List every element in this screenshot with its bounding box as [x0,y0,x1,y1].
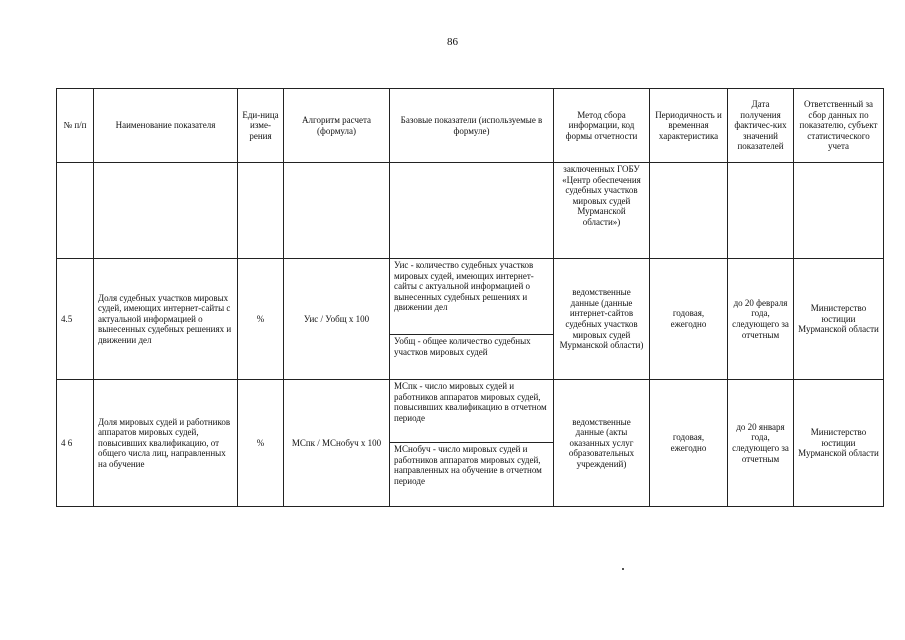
cell-num: 4.5 [57,259,94,380]
header-unit: Еди-ница изме-рения [238,89,284,163]
scan-speck [622,568,624,570]
header-algorithm: Алгоритм расчета (формула) [284,89,390,163]
cell-name: Доля судебных участков мировых судей, имеющих интернет-сайты с актуальной информацией о вынесенных судебных решениях и движении дел [94,259,238,380]
cell-responsible: Министерство юстиции Мурманской области [794,380,884,507]
cell-unit [238,163,284,259]
header-name: Наименование показателя [94,89,238,163]
cell-unit: % [238,380,284,507]
cell-algorithm: МСпк / МСнобуч х 100 [284,380,390,507]
header-period: Периодичность и временная характеристика [650,89,728,163]
table-row [57,380,884,507]
cell-unit: % [238,259,284,380]
base-indicator-numerator: МСпк - число мировых судей и работников аппаратов мировых судей, повысивших квалификацию в отчетном периоде [394,381,547,423]
header-responsible: Ответственный за сбор данных по показателю, субъект статистического учета [794,89,884,163]
header-num: № п/п [57,89,94,163]
table-header-row [57,89,884,163]
cell-period: годовая, ежегодно [650,380,728,507]
cell-responsible [794,163,884,259]
indicators-table [56,88,884,507]
cell-algorithm: Уис / Уобщ х 100 [284,259,390,380]
cell-date [728,163,794,259]
cell-responsible: Министерство юстиции Мурманской области [794,259,884,380]
cell-period [650,163,728,259]
cell-date: до 20 февраля года, следующего за отчетным [728,259,794,380]
header-date: Дата получения фактичес-ких значений показателей [728,89,794,163]
cell-base [390,163,554,259]
cell-method: заключенных ГОБУ «Центр обеспечения судебных участков мировых судей Мурманской области») [554,163,650,259]
base-indicator-denominator: МСнобуч - число мировых судей и работников аппаратов мировых судей, направленных на обучение в отчетном периоде [390,442,553,487]
cell-method: ведомственные данные (акты оказанных услуг образовательных учреждений) [554,380,650,507]
cell-num: 4 6 [57,380,94,507]
header-base: Базовые показатели (используемые в формуле) [390,89,554,163]
page-number: 86 [447,36,458,48]
cell-date: до 20 января года, следующего за отчетным [728,380,794,507]
base-indicator-numerator: Уис - количество судебных участков мировых судей, имеющих интернет-сайты с актуальной информацией о вынесенных судебных решениях и движении дел [394,260,534,313]
cell-base [390,380,554,507]
cell-method: ведомственные данные (данные интернет-сайтов судебных участков мировых судей Мурманской области) [554,259,650,380]
cell-base [390,259,554,380]
table-row [57,163,884,259]
cell-num [57,163,94,259]
cell-algorithm [284,163,390,259]
cell-name: Доля мировых судей и работников аппаратов мировых судей, повысивших квалификацию, от общего числа лиц, направленных на обучение [94,380,238,507]
cell-name [94,163,238,259]
base-indicator-denominator: Уобщ - общее количество судебных участков мировых судей [390,334,553,358]
header-method: Метод сбора информации, код формы отчетности [554,89,650,163]
table-row [57,259,884,380]
cell-period: годовая, ежегодно [650,259,728,380]
